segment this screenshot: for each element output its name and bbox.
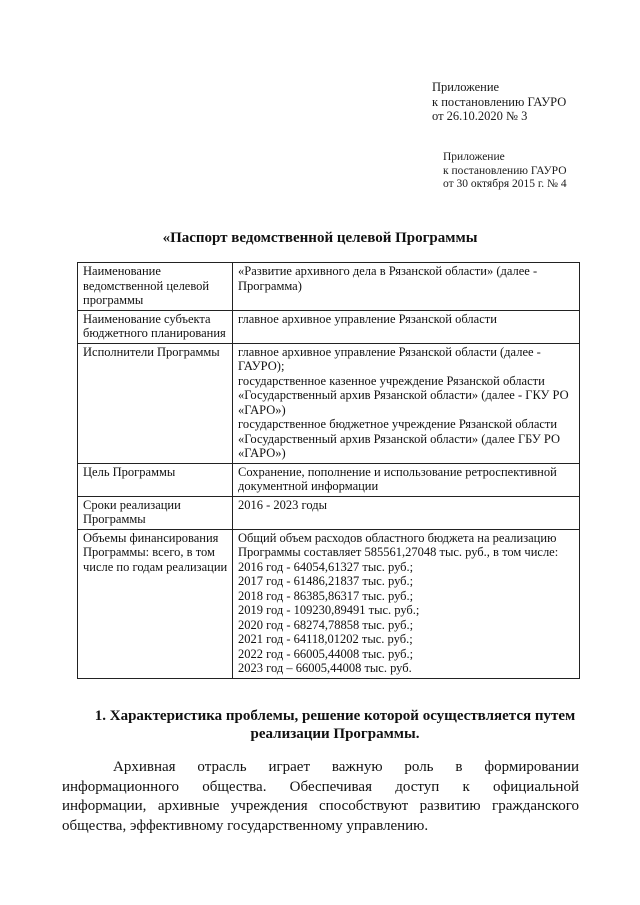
passport-value-line: «Развитие архивного дела в Рязанской области» (далее - [238, 264, 538, 278]
passport-row [78, 529, 580, 678]
passport-row-label: Исполнители Программы [78, 343, 233, 463]
passport-row [78, 463, 580, 496]
appendix-block-current [432, 80, 566, 124]
passport-row-label: Цель Программы [78, 463, 233, 496]
passport-value-line: 2020 год - 68274,78858 тыс. руб.; [238, 617, 414, 632]
passport-value-line: «ГАРО») [238, 446, 286, 460]
passport-value-line: 2016 - 2023 годы [238, 497, 328, 512]
section-heading-line: реализации Программы. [250, 726, 420, 742]
passport-row-value [233, 463, 580, 496]
passport-row-label: Наименование субъекта бюджетного планирования [78, 310, 233, 343]
passport-row-value [233, 310, 580, 343]
program-passport-table [77, 262, 580, 679]
passport-row-label: Сроки реализации Программы [78, 496, 233, 529]
appendix-date: от 26.10.2020 № 3 [432, 109, 528, 123]
passport-value-line: «Государственный архив Рязанской области» (далее - ГКУ РО [238, 388, 569, 402]
section-1-paragraph [62, 758, 579, 836]
passport-value-line: 2016 год - 64054,61327 тыс. руб.; [238, 559, 414, 574]
passport-row [78, 310, 580, 343]
appendix-date: от 30 октября 2015 г. № 4 [443, 178, 567, 190]
passport-row [78, 343, 580, 463]
passport-row-value [233, 529, 580, 678]
passport-value-line: Программа) [238, 278, 302, 293]
passport-value-line: 2023 год – 66005,44008 тыс. руб. [238, 661, 412, 675]
passport-value-line: 2021 год - 64118,01202 тыс. руб.; [238, 632, 413, 646]
section-1-heading [60, 707, 610, 743]
passport-row-value [233, 263, 580, 311]
passport-value-line: главное архивное управление Рязанской области (далее - [238, 344, 541, 359]
passport-value-line: Сохранение, пополнение и использование ретроспективной [238, 464, 557, 479]
passport-value-line: государственное казенное учреждение Рязанской области [238, 373, 545, 388]
paragraph-line: общества, эффективному государственному управлению. [62, 817, 429, 834]
appendix-label: Приложение [443, 151, 505, 163]
passport-value-line: Программы составляет 585561,27048 тыс. руб., в том числе: [238, 545, 559, 559]
passport-value-line: документной информации [238, 479, 379, 493]
passport-value-line: Общий объем расходов областного бюджета на реализацию [238, 530, 557, 545]
passport-row-label: Наименование ведомственной целевой программы [78, 263, 233, 311]
passport-row [78, 263, 580, 311]
appendix-label: Приложение [432, 80, 500, 94]
appendix-block-original [443, 151, 567, 192]
document-title: «Паспорт ведомственной целевой Программы [162, 230, 478, 246]
passport-value-line: 2018 год - 86385,86317 тыс. руб.; [238, 588, 414, 603]
passport-value-line: государственное бюджетное учреждение Рязанской области [238, 417, 558, 431]
section-heading-line: 1. Характеристика проблемы, решение которой осуществляется путем [94, 708, 576, 724]
paragraph-line: информационного общества. Обеспечивая доступ к официальной [62, 778, 579, 795]
passport-value-line: 2022 год - 66005,44008 тыс. руб.; [238, 646, 414, 661]
passport-value-line: главное архивное управление Рязанской области [238, 311, 497, 326]
passport-value-line: 2019 год - 109230,89491 тыс. руб.; [238, 603, 420, 617]
passport-value-line: «Государственный архив Рязанской области» (далее ГБУ РО [238, 431, 561, 446]
passport-row-value [233, 496, 580, 529]
passport-row-label: Объемы финансирования Программы: всего, в том числе по годам реализации [78, 529, 233, 678]
paragraph-line: информации, архивные учреждения способствуют развитию гражданского [62, 798, 579, 814]
passport-value-line: ГАУРО); [238, 359, 285, 373]
paragraph-line: Архивная отрасль играет важную роль в формировании [113, 759, 579, 775]
appendix-resolution: к постановлению ГАУРО [443, 164, 567, 177]
appendix-resolution: к постановлению ГАУРО [432, 94, 567, 109]
passport-value-line: 2017 год - 61486,21837 тыс. руб.; [238, 574, 414, 588]
passport-value-line: «ГАРО») [238, 402, 286, 417]
passport-row [78, 496, 580, 529]
passport-row-value [233, 343, 580, 463]
